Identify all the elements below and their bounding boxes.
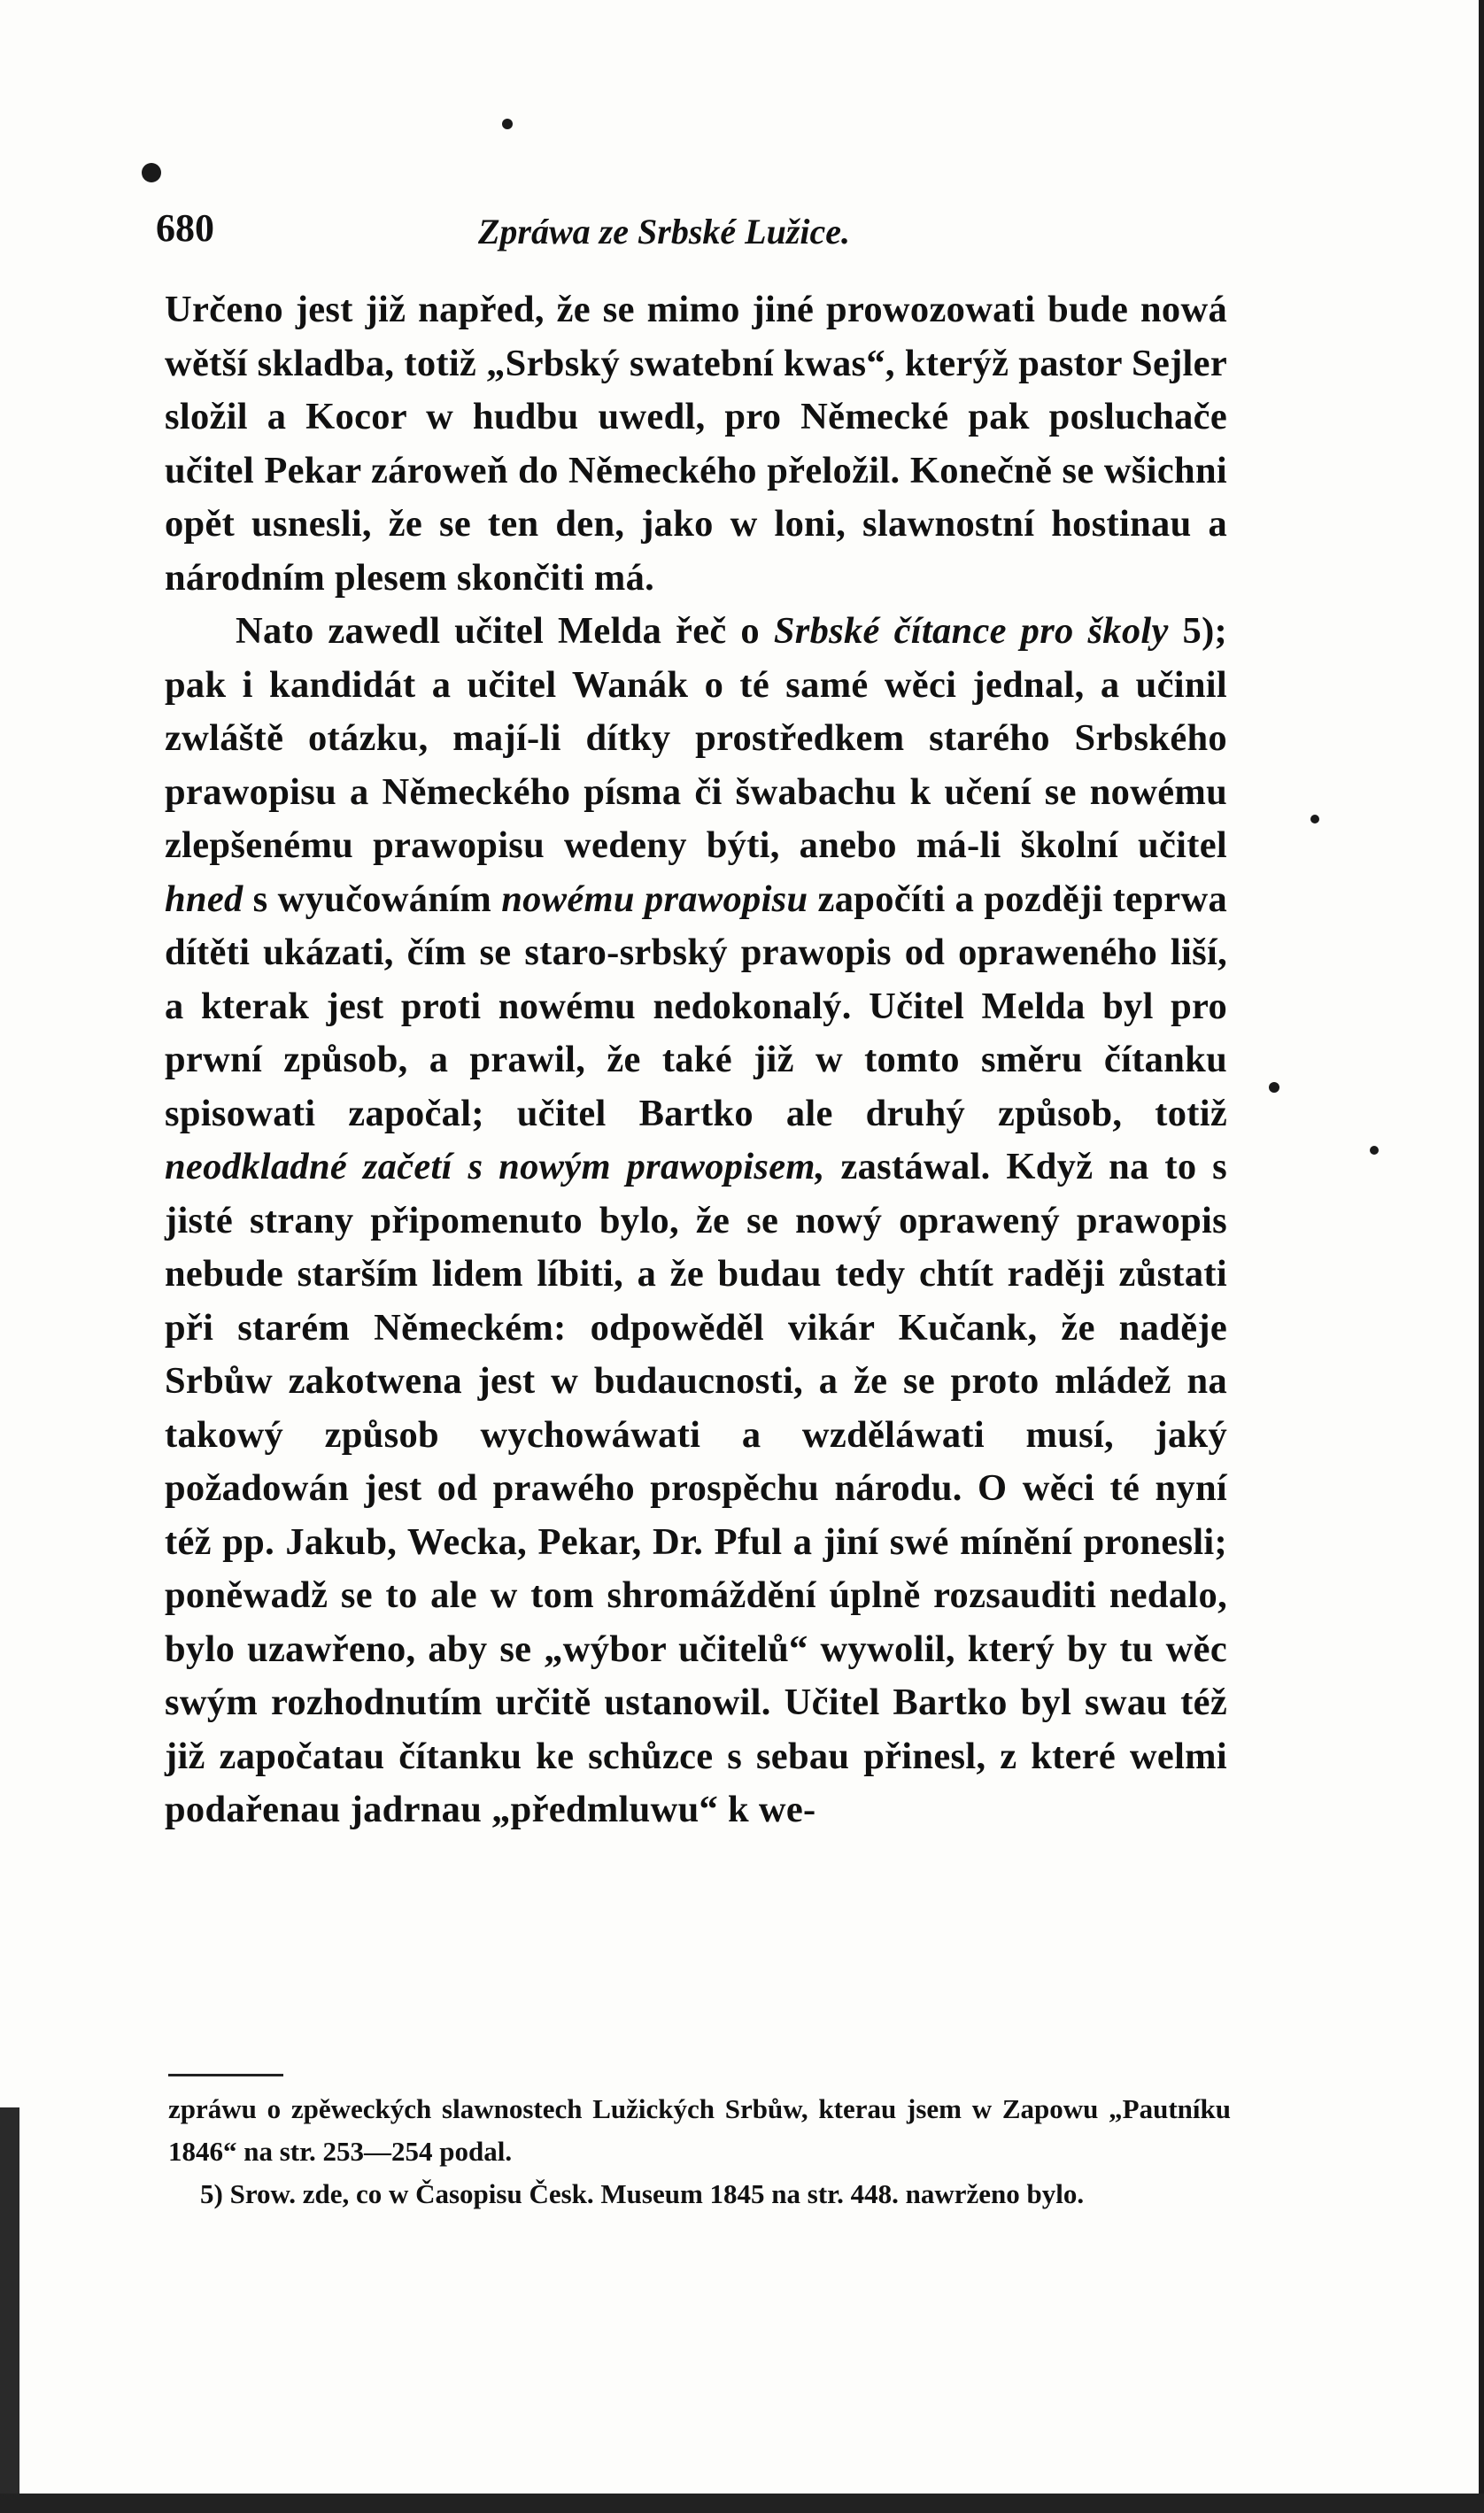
body-text (165, 283, 1227, 1837)
italic-word: hned (165, 878, 243, 920)
ink-speck (502, 119, 513, 129)
paragraph-1 (165, 283, 1227, 605)
text-segment: 5); pak i kandidát a učitel Wanák o té samé wěci jednal, a učinil zwláště otázku, mají-li dítky prostředkem starého Srbského prawopisu a Německého písma či šwabachu k učení se nowému zlepšenému prawopisu wedeny býti, anebo má-li školní učitel (165, 610, 1227, 866)
ink-speck (1269, 1082, 1279, 1093)
text-segment: Určeno jest již napřed, že se mimo jiné prowozowati bude nowá wětší skladba, totiž „Srbský swatební kwas“, kterýž pastor Sejler složil a Kocor w hudbu uwedl, pro Německé pak posluchače učitel Pekar zároweň do Německého přeložil. Konečně se wšichni opět usnesli, že se ten den, jako w loni, slawnostní hostinau a národním plesem skončiti má. (165, 289, 1227, 599)
italic-title: Srbské čítance pro školy (773, 610, 1169, 652)
text-segment: zastáwal. Když na to s jisté strany připomenuto bylo, že se nowý oprawený prawopis nebude starším lidem líbiti, a že budau tedy chtít raději zůstati při starém Německém: odpowěděl vikár Kučank, že naděje Srbůw zakotwena jest w budaucnosti, a že se proto mládež na takowý způsob wychowáwati a wzděláwati musí, jaký požadowán jest od prawého prospěchu národu. O wěci té nyní též pp. Jakub, Wecka, Pekar, Dr. Pful a jiní swé mínění pronesli; poněwadž se to ale w tom shromáždění úplně rozsauditi nedalo, bylo uzawřeno, aby se „wýbor učitelů“ wywolil, který by tu wěc swým rozhodnutím určitě ustanowil. Učitel Bartko byl swau též již započatau čítanku ke schůzce s sebau přinesl, z které welmi podařenau jadrnau „předmluwu“ k we- (165, 1146, 1228, 1830)
scan-edge-left (0, 2107, 19, 2513)
text-segment: započíti a později teprwa dítěti ukázati, čím se staro-srbský prawopis od opraweného liší, a kterak jest proti nowému nedokonalý. Učitel Melda byl pro prwní způsob, a prawil, že také již w tomto směru čítanku spisowati započal; učitel Bartko ale druhý způsob, totiž (165, 878, 1227, 1134)
footnote-5: 5) Srow. zde, co w Časopisu Česk. Museum 1845 na str. 448. nawrženo bylo. (200, 2178, 1085, 2209)
text-segment: s wyučowáním (243, 878, 502, 920)
running-title: Zpráwa ze Srbské Lužice. (478, 212, 850, 251)
footnotes (168, 2088, 1231, 2215)
ink-speck (1370, 1146, 1379, 1155)
text-segment: Nato zawedl učitel Melda řeč o (236, 610, 774, 652)
footnote-separator (168, 2074, 283, 2076)
paragraph-2 (165, 605, 1227, 1837)
italic-phrase: neodkladné začetí s nowým prawopisem, (165, 1146, 825, 1187)
ink-speck (142, 163, 161, 182)
page-number: 680 (156, 206, 214, 250)
scan-edge-bottom (0, 2494, 1484, 2513)
footnote-continuation: zpráwu o zpěweckých slawnostech Lužických Srbůw, kterau jsem w Zapowu „Pautníku 1846“ na str. 253—254 podal. (168, 2093, 1231, 2167)
italic-phrase: nowému prawopisu (501, 878, 808, 920)
ink-speck (1310, 815, 1319, 823)
